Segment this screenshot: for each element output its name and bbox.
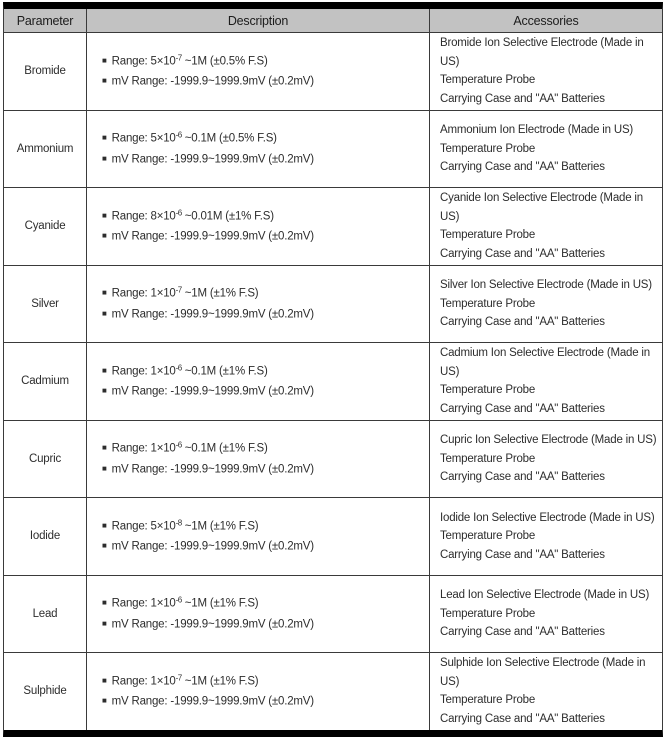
- bullet-icon: ■: [102, 288, 107, 298]
- accessories-cell: [430, 653, 662, 730]
- range-text-suffix: ~1M (±1% F.S): [181, 675, 259, 688]
- bullet-icon: ■: [102, 618, 107, 628]
- accessory-line: Carrying Case and "AA" Batteries: [440, 471, 605, 483]
- mv-range-text: mV Range: -1999.9~1999.9mV (±0.2mV): [111, 230, 314, 243]
- bullet-icon: ■: [102, 443, 107, 453]
- bullet-icon: ■: [102, 365, 107, 375]
- accessories-cell: [430, 188, 662, 265]
- description-cell: [87, 576, 430, 653]
- accessory-line: Carrying Case and "AA" Batteries: [440, 548, 605, 561]
- accessories-cell: [430, 266, 662, 343]
- parameter-label: Cupric: [28, 452, 62, 465]
- parameter-label: Iodide: [29, 530, 61, 543]
- accessory-line: Silver Ion Selective Electrode (Made in US): [440, 279, 652, 291]
- bullet-icon: ■: [102, 231, 107, 241]
- header-description: Description: [87, 9, 430, 32]
- range-exponent: -7: [175, 53, 182, 63]
- parameter-label: Bromide: [24, 65, 66, 78]
- parameter-label: Ammonium: [16, 142, 74, 155]
- table-row: [4, 343, 662, 421]
- range-text-suffix: ~1M (±1% F.S): [181, 520, 259, 533]
- description-cell: [87, 343, 430, 420]
- accessory-line: Carrying Case and "AA" Batteries: [440, 316, 605, 328]
- range-exponent: -8: [175, 518, 182, 528]
- accessory-line: Ammonium Ion Electrode (Made in US): [440, 124, 634, 136]
- mv-range-line: [102, 614, 429, 635]
- mv-range-line: [102, 691, 429, 712]
- range-text: Range: 1×10: [111, 287, 176, 300]
- accessory-line: Cupric Ion Selective Electrode (Made in US): [440, 434, 657, 446]
- range-exponent: -6: [175, 595, 182, 605]
- parameter-label: Cadmium: [21, 375, 69, 388]
- accessories-cell: [430, 343, 662, 420]
- bullet-icon: ■: [102, 463, 107, 473]
- range-line: [102, 516, 429, 537]
- table-body: [4, 33, 662, 730]
- mv-range-line: [102, 304, 429, 325]
- accessory-line: Temperature Probe: [440, 384, 536, 397]
- parameter-cell: [4, 576, 87, 653]
- parameter-cell: [4, 343, 87, 420]
- bullet-icon: ■: [102, 133, 107, 143]
- mv-range-line: [102, 536, 429, 557]
- parameter-cell: [4, 266, 87, 343]
- accessory-line: Carrying Case and "AA" Batteries: [440, 247, 605, 260]
- accessory-line: Temperature Probe: [440, 142, 536, 155]
- range-line: [102, 671, 429, 692]
- mv-range-text: mV Range: -1999.9~1999.9mV (±0.2mV): [111, 695, 314, 708]
- range-text: Range: 5×10: [111, 55, 176, 68]
- mv-range-text: mV Range: -1999.9~1999.9mV (±0.2mV): [111, 463, 314, 476]
- accessory-line: Lead Ion Selective Electrode (Made in US): [440, 589, 650, 601]
- mv-range-text: mV Range: -1999.9~1999.9mV (±0.2mV): [111, 540, 314, 553]
- range-text-suffix: ~1M (±1% F.S): [181, 287, 259, 300]
- description-cell: [87, 653, 430, 730]
- table-row: [4, 33, 662, 111]
- range-exponent: -6: [175, 440, 182, 450]
- accessory-line: Carrying Case and "AA" Batteries: [440, 712, 605, 725]
- range-line: [102, 283, 429, 304]
- accessory-line: Carrying Case and "AA" Batteries: [440, 161, 605, 173]
- mv-range-text: mV Range: -1999.9~1999.9mV (±0.2mV): [111, 618, 314, 631]
- bullet-icon: ■: [102, 386, 107, 396]
- table-row: [4, 421, 662, 499]
- range-text-suffix: ~0.1M (±1% F.S): [181, 365, 268, 378]
- mv-range-text: mV Range: -1999.9~1999.9mV (±0.2mV): [111, 75, 314, 88]
- description-cell: [87, 33, 430, 110]
- range-text-suffix: ~1M (±0.5% F.S): [181, 55, 268, 68]
- description-cell: [87, 266, 430, 343]
- accessory-line: Carrying Case and "AA" Batteries: [440, 92, 605, 105]
- range-text: Range: 5×10: [111, 132, 176, 145]
- table-row: [4, 188, 662, 266]
- range-text: Range: 5×10: [111, 520, 176, 533]
- header-accessories: Accessories: [513, 13, 579, 28]
- mv-range-line: [102, 459, 429, 480]
- parameter-label: Cyanide: [24, 220, 66, 233]
- accessory-line: Temperature Probe: [440, 694, 536, 707]
- bullet-icon: ■: [102, 541, 107, 551]
- range-line: [102, 128, 429, 149]
- bullet-icon: ■: [102, 55, 107, 65]
- parameter-label: Lead: [32, 607, 58, 620]
- table-header-row: [4, 9, 662, 33]
- parameter-cell: [4, 111, 87, 188]
- bullet-icon: ■: [102, 675, 107, 685]
- accessory-line: Cadmium Ion Selective Electrode (Made in US): [440, 347, 650, 378]
- spec-table: [3, 2, 663, 737]
- range-text: Range: 8×10: [111, 210, 176, 223]
- range-text-suffix: ~0.1M (±1% F.S): [181, 442, 268, 455]
- description-cell: [87, 111, 430, 188]
- bullet-icon: ■: [102, 308, 107, 318]
- range-text: Range: 1×10: [111, 597, 176, 610]
- table-row: [4, 653, 662, 730]
- bullet-icon: ■: [102, 520, 107, 530]
- parameter-label: Silver: [31, 297, 59, 310]
- range-line: [102, 593, 429, 614]
- mv-range-text: mV Range: -1999.9~1999.9mV (±0.2mV): [111, 385, 314, 398]
- range-exponent: -6: [175, 363, 182, 373]
- parameter-cell: [4, 33, 87, 110]
- range-exponent: -7: [175, 285, 182, 295]
- mv-range-text: mV Range: -1999.9~1999.9mV (±0.2mV): [111, 308, 314, 321]
- range-text: Range: 1×10: [111, 675, 176, 688]
- range-line: [102, 361, 429, 382]
- accessory-line: Temperature Probe: [440, 74, 536, 87]
- accessories-cell: [430, 421, 662, 498]
- accessory-line: Iodide Ion Selective Electrode (Made in US): [440, 511, 655, 524]
- accessory-line: Temperature Probe: [440, 530, 536, 542]
- table-row: [4, 498, 662, 576]
- range-text-suffix: ~1M (±1% F.S): [181, 597, 259, 610]
- range-exponent: -6: [175, 208, 182, 218]
- range-text: Range: 1×10: [111, 442, 176, 455]
- bullet-icon: ■: [102, 76, 107, 86]
- mv-range-line: [102, 381, 429, 402]
- mv-range-line: [102, 149, 429, 170]
- bullet-icon: ■: [102, 598, 107, 608]
- accessory-line: Carrying Case and "AA" Batteries: [440, 402, 605, 415]
- range-text-suffix: ~0.01M (±1% F.S): [181, 210, 274, 223]
- description-cell: [87, 421, 430, 498]
- description-cell: [87, 188, 430, 265]
- range-line: [102, 51, 429, 72]
- accessory-line: Temperature Probe: [440, 607, 536, 620]
- description-cell: [87, 498, 430, 575]
- parameter-cell: [4, 188, 87, 265]
- accessory-line: Bromide Ion Selective Electrode (Made in US): [440, 37, 644, 68]
- accessories-cell: [430, 33, 662, 110]
- accessory-line: Temperature Probe: [440, 229, 536, 242]
- accessories-cell: [430, 576, 662, 653]
- parameter-cell: [4, 653, 87, 730]
- header-parameter: Parameter: [4, 9, 87, 32]
- parameter-cell: [4, 421, 87, 498]
- table-row: [4, 266, 662, 344]
- mv-range-line: [102, 226, 429, 247]
- table-row: [4, 111, 662, 189]
- accessory-line: Cyanide Ion Selective Electrode (Made in US): [440, 192, 643, 223]
- table-row: [4, 576, 662, 654]
- range-line: [102, 206, 429, 227]
- range-text: Range: 1×10: [111, 365, 176, 378]
- accessory-line: Temperature Probe: [440, 297, 536, 310]
- bullet-icon: ■: [102, 153, 107, 163]
- accessory-line: Temperature Probe: [440, 452, 536, 465]
- mv-range-line: [102, 71, 429, 92]
- parameter-cell: [4, 498, 87, 575]
- accessories-cell: [430, 111, 662, 188]
- accessory-line: Carrying Case and "AA" Batteries: [440, 626, 605, 638]
- range-exponent: -7: [175, 673, 182, 683]
- mv-range-text: mV Range: -1999.9~1999.9mV (±0.2mV): [111, 153, 314, 166]
- range-line: [102, 438, 429, 459]
- range-exponent: -6: [175, 130, 182, 140]
- accessory-line: Sulphide Ion Selective Electrode (Made in US): [440, 657, 646, 688]
- bullet-icon: ■: [102, 210, 107, 220]
- parameter-label: Sulphide: [23, 685, 67, 698]
- accessories-cell: [430, 498, 662, 575]
- range-text-suffix: ~0.1M (±0.5% F.S): [181, 132, 277, 145]
- bullet-icon: ■: [102, 696, 107, 706]
